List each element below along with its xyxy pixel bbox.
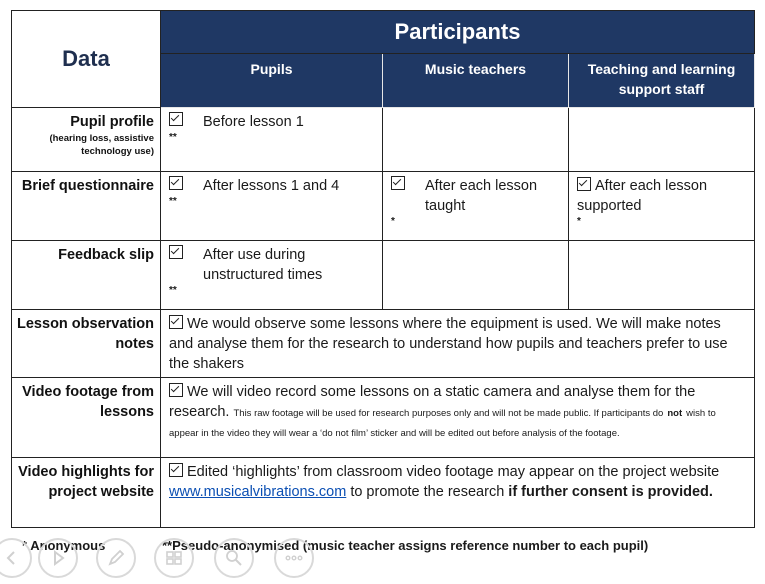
row-label-feedback-slip: Feedback slip [12,241,161,310]
table-row [12,378,755,458]
questionnaire-teachers-cell: After each lesson taught * [383,172,569,241]
row-sublabel: (hearing loss, assistive technology use) [49,133,154,157]
column-header-pupils: Pupils [161,54,383,108]
checkbox-icon [169,112,183,126]
checkbox-icon [577,177,591,191]
pseudo-anonymised-mark: ** [169,196,177,207]
pen-button[interactable] [96,538,136,578]
previous-button[interactable] [0,538,32,578]
column-header-music-teachers: Music teachers [383,54,569,108]
play-button[interactable] [38,538,78,578]
more-icon [284,548,304,568]
table-row [12,310,755,378]
table-row [12,241,755,310]
video-highlights-cell: Edited ‘highlights’ from classroom video footage may appear on the project website www.musicalvibrations.com to promote the research if further consent is provided. [161,458,755,528]
previous-icon [2,548,22,568]
empty-cell [569,108,755,172]
project-website-link[interactable]: www.musicalvibrations.com [169,484,347,500]
pupil-profile-pupils-cell: Before lesson 1 ** [161,108,383,172]
row-label-video-footage: Video footage from lessons [12,378,161,458]
table-row [12,108,755,172]
row-label-video-highlights: Video highlights for project website [12,458,161,528]
checkbox-icon [169,463,183,477]
slides-button[interactable] [154,538,194,578]
pen-icon [106,548,126,568]
feedback-pupils-cell: After use during unstructured times ** [161,241,383,310]
more-options-button[interactable] [274,538,314,578]
column-header-support-staff: Teaching and learning support staff [569,54,755,108]
data-collection-table [11,10,755,528]
zoom-icon [224,548,244,568]
questionnaire-staff-cell: After each lesson supported * [569,172,755,241]
pseudo-anonymised-mark: ** [169,132,177,143]
pseudo-anonymised-mark: ** [169,285,177,296]
lesson-observation-cell: We would observe some lessons where the equipment is used. We will make notes and analyse them for the research to understand how pupils and teachers prefer to use the shakers [161,310,755,378]
play-icon [48,548,68,568]
empty-cell [383,241,569,310]
video-footage-cell: We will video record some lessons on a static camera and analyse them for the research. This raw footage will be used for research purposes only and will not be made public. If participants do not wish to appear in the video they will wear a ‘do not film’ sticker and will be edited out before analysis of the footage. [161,378,755,458]
data-header: Data [12,11,161,108]
checkbox-icon [169,176,183,190]
empty-cell [569,241,755,310]
row-label-brief-questionnaire: Brief questionnaire [12,172,161,241]
table-row [12,458,755,528]
participants-header: Participants [161,11,755,54]
empty-cell [383,108,569,172]
checkbox-icon [169,245,183,259]
anonymous-mark: * [577,216,581,227]
checkbox-icon [169,315,183,329]
row-label-lesson-observation: Lesson observation notes [12,310,161,378]
checkbox-icon [169,383,183,397]
slides-icon [164,548,184,568]
footnote-anonymous: * Anonymous [22,538,106,553]
questionnaire-pupils-cell: After lessons 1 and 4 ** [161,172,383,241]
zoom-button[interactable] [214,538,254,578]
footnote-pseudo-anonymised: **Pseudo-anonymised (music teacher assigns reference number to each pupil) [162,538,649,553]
row-label-pupil-profile: Pupil profile (hearing loss, assistive technology use) [12,108,161,172]
checkbox-icon [391,176,405,190]
table-row [12,172,755,241]
anonymous-mark: * [391,216,395,227]
